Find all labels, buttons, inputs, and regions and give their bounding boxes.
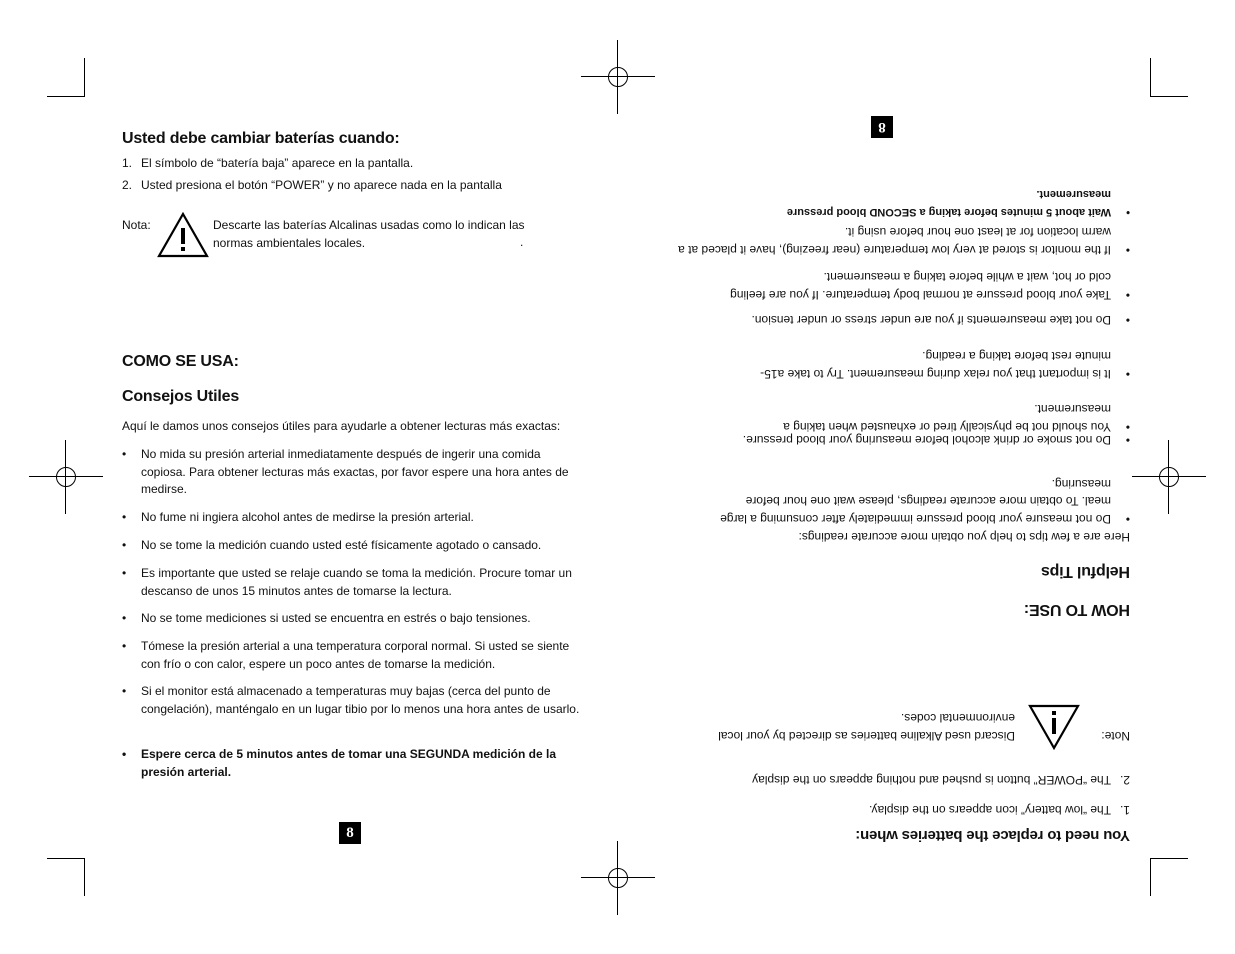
- page-number: 8: [339, 822, 361, 844]
- list-item: • Es importante que usted se relaje cuando se toma la medición. Procure tomar un descanso de unos 15 minutos antes de tomarse la lectura.: [122, 566, 572, 598]
- tips-intro: Aquí le damos unos consejos útiles para ayudarle a obtener lecturas más exactas:: [122, 419, 561, 433]
- registration-mark: [581, 841, 655, 915]
- crop-mark: [84, 58, 85, 96]
- tips-intro: Here are a few tips to help you obtain more accurate readings:: [798, 530, 1130, 544]
- list-item: 2. Usted presiona el botón “POWER” y no aparece nada en la pantalla: [122, 178, 502, 192]
- list-item: • Take your blood pressure at normal body temperature. If you are feeling cold or hot, wait a while before taking a measurement.: [730, 270, 1130, 302]
- how-to-use-title: HOW TO USE:: [1024, 601, 1130, 618]
- battery-title: You need to replace the batteries when:: [855, 827, 1130, 844]
- note-trailing: .: [520, 235, 524, 249]
- tips-title: Consejos Utiles: [122, 388, 240, 405]
- crop-mark: [1150, 58, 1151, 96]
- how-to-use-title: COMO SE USA:: [122, 353, 239, 370]
- list-item: • No se tome la medición cuando usted esté físicamente agotado o cansado.: [122, 538, 542, 552]
- list-item: • No fume ni ingiera alcohol antes de medirse la presión arterial.: [122, 510, 474, 524]
- registration-mark: [29, 440, 103, 514]
- list-item: • Espere cerca de 5 minutos antes de tomar una SEGUNDA medición de la presión arterial.: [122, 747, 557, 779]
- list-item: • Si el monitor está almacenado a temperaturas muy bajas (cerca del punto de congelación), manténgalo en un lugar tibio por lo menos una hora antes de usarlo.: [122, 684, 580, 716]
- list-item: • It is important that you relax during measurement. Try to take a15-minute rest before taking a reading.: [760, 349, 1130, 381]
- list-item: • You should not be physically tired or exhausted when taking a measurement.: [783, 402, 1130, 434]
- note-label: Note:: [1101, 729, 1130, 743]
- list-item: • Do not smoke or drink alcohol before measuring your blood pressure.: [742, 433, 1130, 447]
- list-item: • Do not measure your blood pressure immediately after consuming a large meal. To obtain more accurate readings, please wait one hour before measuring.: [720, 477, 1130, 526]
- registration-mark: [581, 40, 655, 114]
- warning-icon: [1028, 704, 1080, 750]
- crop-mark: [47, 96, 85, 97]
- note-text: Descarte las baterías Alcalinas usadas como lo indican las normas ambientales locales.: [213, 218, 525, 250]
- page-number: 8: [871, 116, 893, 138]
- list-item: • Tómese la presión arterial a una temperatura corporal normal. Si usted se siente con frío o con calor, espere un poco antes de tomarse la medición.: [122, 639, 570, 671]
- list-item: • Do not take measurements if you are under stress or under tension.: [751, 313, 1130, 327]
- list-item: 2. The “POWER” button is pushed and nothing appears on the display: [752, 773, 1130, 787]
- crop-mark: [84, 858, 85, 896]
- note-text: Discard used Alkaline batteries as directed by your local environmental codes.: [718, 711, 1015, 743]
- list-item: 1. El símbolo de “batería baja” aparece en la pantalla.: [122, 156, 414, 170]
- list-item: 1. The “low battery” icon appears on the display.: [869, 803, 1130, 817]
- crop-mark: [1150, 96, 1188, 97]
- battery-title: Usted debe cambiar baterías cuando:: [122, 130, 400, 147]
- note-label: Nota:: [122, 218, 151, 232]
- crop-mark: [1150, 858, 1188, 859]
- list-item: • Wait about 5 minutes before taking a SECOND blood pressure measurement.: [786, 188, 1130, 218]
- list-item: • If the monitor is stored at very low temperature (near freezing), have it placed at a warm location for at least one hour before using it.: [678, 225, 1130, 257]
- tips-title: Helpful Tips: [1041, 563, 1130, 580]
- english-page: [660, 100, 1130, 844]
- warning-icon: [157, 212, 209, 258]
- crop-mark: [1150, 858, 1151, 896]
- registration-mark: [1132, 440, 1206, 514]
- list-item: • No se tome mediciones si usted se encuentra en estrés o bajo tensiones.: [122, 611, 531, 625]
- list-item: • No mida su presión arterial inmediatamente después de ingerir una comida copiosa. Para obtener lecturas más exactas, por favor espere una hora antes de medirse.: [122, 447, 569, 496]
- crop-mark: [47, 858, 85, 859]
